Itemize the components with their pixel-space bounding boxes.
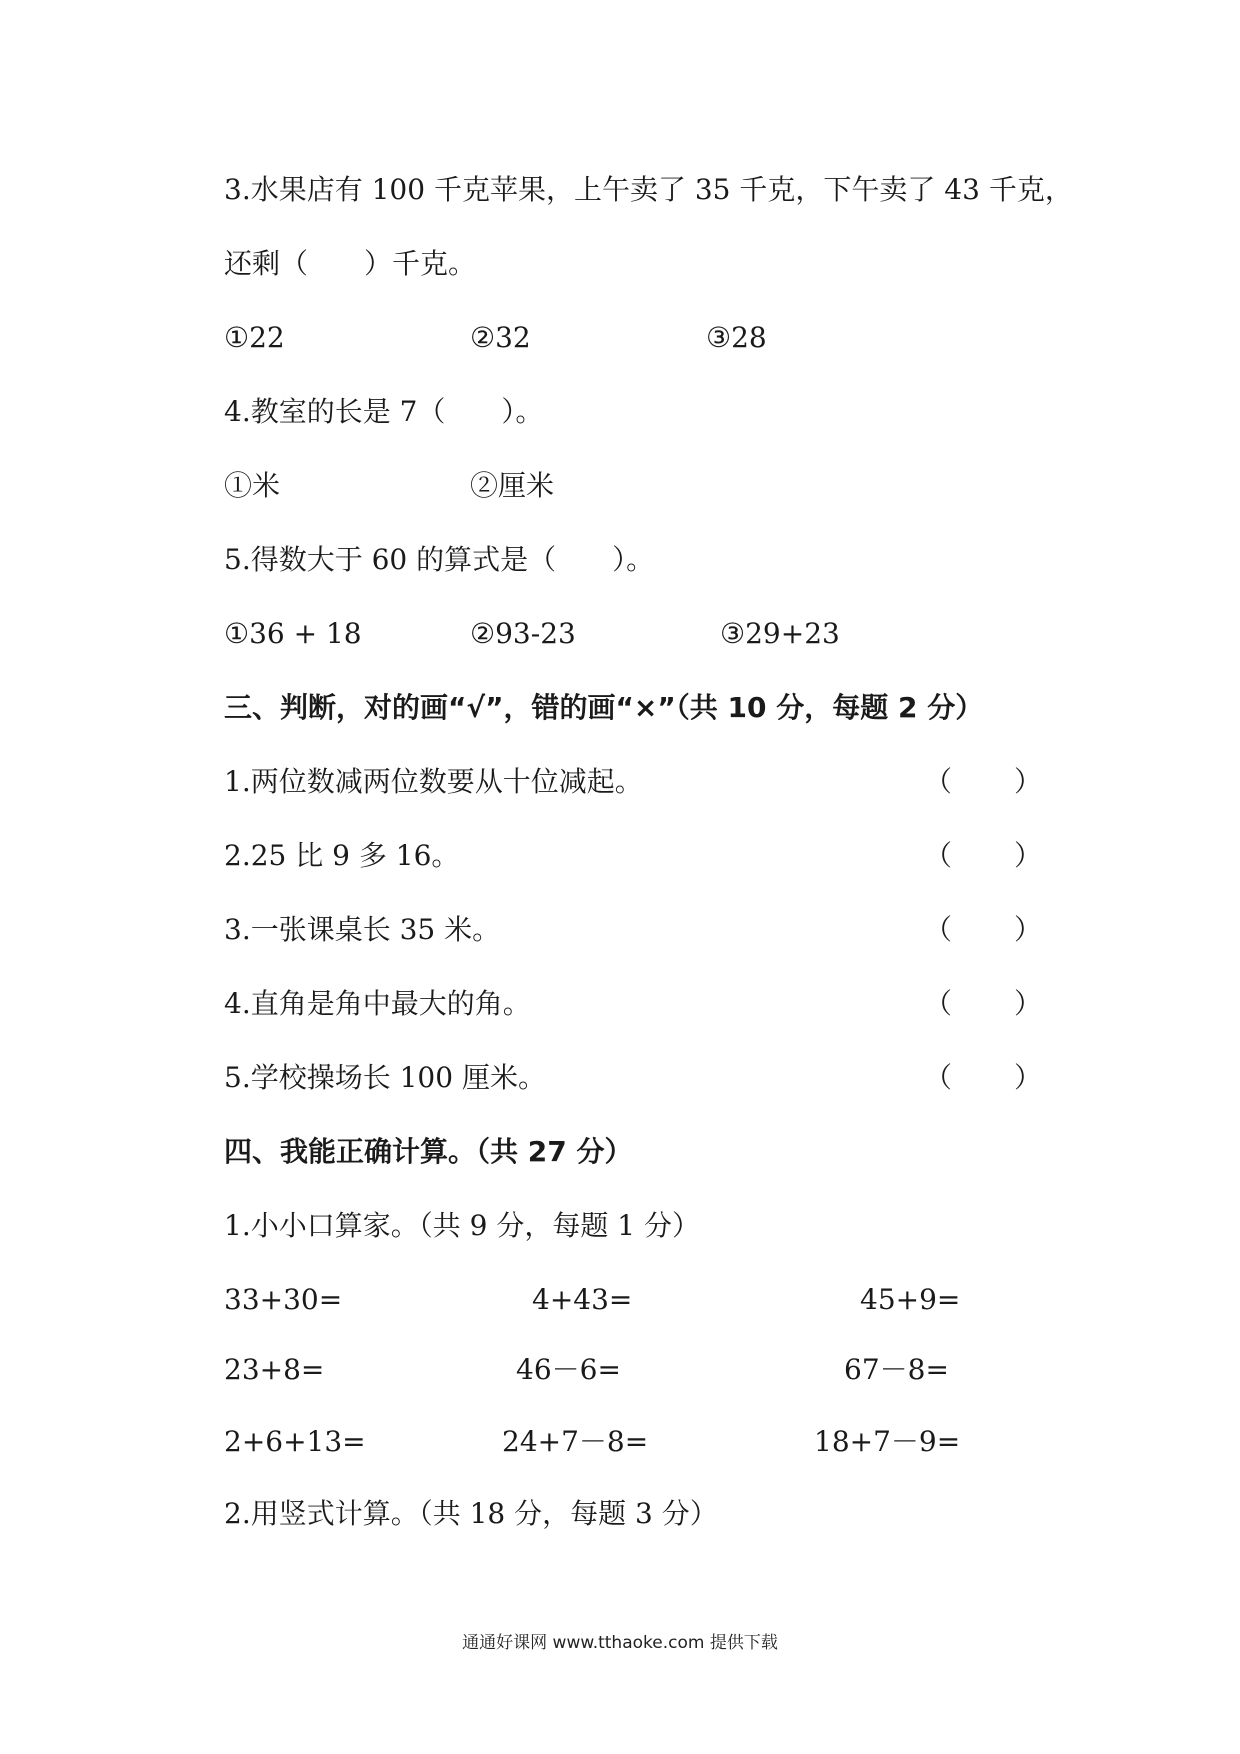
footer-watermark: 通通好课网 www.tthaoke.com 提供下载 <box>462 1633 778 1653</box>
judgement-item-4: 4.直角是角中最大的角。 <box>224 987 531 1020</box>
answer-parentheses[interactable]: （ ） <box>924 839 1045 872</box>
option-2: ②93-23 <box>470 617 576 650</box>
answer-parentheses[interactable]: （ ） <box>924 1061 1045 1094</box>
question-5: 5.得数大于 60 的算式是（ ）。 <box>224 543 655 576</box>
calc-item: 33+30= <box>224 1283 343 1316</box>
answer-parentheses[interactable]: （ ） <box>924 765 1045 798</box>
question-3-line-2: 还剩（ ）千克。 <box>224 247 477 280</box>
calc-item: 45+9= <box>860 1283 961 1316</box>
judgement-item-2: 2.25 比 9 多 16。 <box>224 839 460 872</box>
section-3-heading: 三、判断，对的画“√”，错的画“×”（共 10 分，每题 2 分） <box>224 691 984 724</box>
calc-item: 2+6+13= <box>224 1425 366 1458</box>
answer-parentheses[interactable]: （ ） <box>924 913 1045 946</box>
option-3: ③28 <box>706 321 767 354</box>
oral-calc-title: 1.小小口算家。（共 9 分，每题 1 分） <box>224 1209 700 1242</box>
option-3: ③29+23 <box>720 617 840 650</box>
option-1: ①米 <box>224 469 281 502</box>
calc-item: 4+43= <box>532 1283 633 1316</box>
calc-item: 24+7－8= <box>502 1425 649 1458</box>
question-3-line-1: 3.水果店有 100 千克苹果，上午卖了 35 千克，下午卖了 43 千克， <box>224 173 1073 206</box>
option-1: ①22 <box>224 321 285 354</box>
option-1: ①36 + 18 <box>224 617 362 650</box>
calc-item: 18+7－9= <box>814 1425 961 1458</box>
question-4: 4.教室的长是 7（ ）。 <box>224 395 544 428</box>
option-2: ②32 <box>470 321 531 354</box>
judgement-item-1: 1.两位数减两位数要从十位减起。 <box>224 765 643 798</box>
calc-item: 23+8= <box>224 1353 325 1386</box>
vertical-calc-title: 2.用竖式计算。（共 18 分，每题 3 分） <box>224 1497 718 1530</box>
option-2: ②厘米 <box>470 469 555 502</box>
calc-item: 67－8= <box>844 1353 949 1386</box>
judgement-item-5: 5.学校操场长 100 厘米。 <box>224 1061 546 1094</box>
answer-parentheses[interactable]: （ ） <box>924 987 1045 1020</box>
section-4-heading: 四、我能正确计算。（共 27 分） <box>224 1135 633 1168</box>
calc-item: 46－6= <box>516 1353 621 1386</box>
judgement-item-3: 3.一张课桌长 35 米。 <box>224 913 501 946</box>
